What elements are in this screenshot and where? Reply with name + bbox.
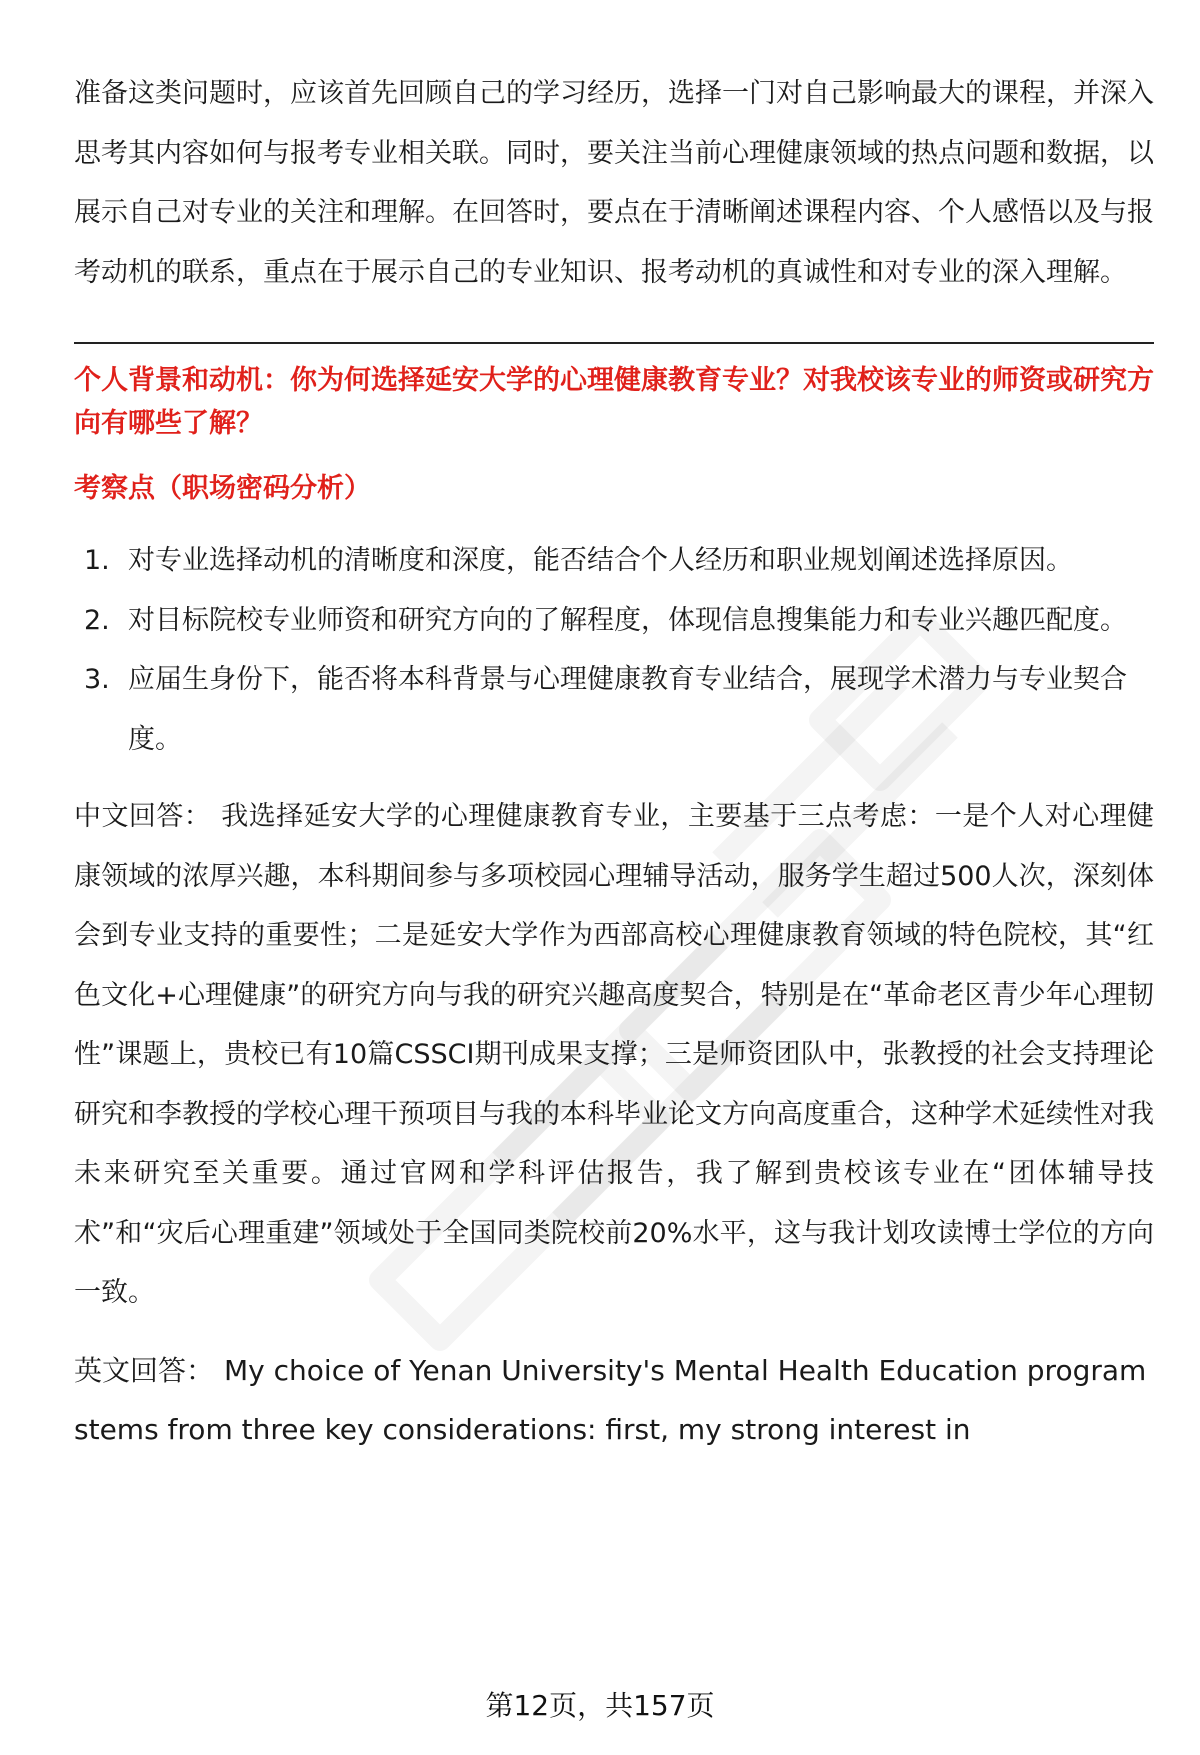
section-divider xyxy=(74,342,1154,344)
list-item-text: 应届生身份下，能否将本科背景与心理健康教育专业结合，展现学术潜力与专业契合度。 xyxy=(128,664,1127,755)
english-answer-text: My choice of Yenan University's Mental Health Education program stems from three key considerations: first, my strong interest in xyxy=(74,1353,1147,1446)
english-answer-label: 英文回答： xyxy=(74,1353,215,1387)
list-item xyxy=(74,531,1154,591)
list-item-number: 2. xyxy=(84,604,110,636)
page-number: 第12页，共157页 xyxy=(485,1689,715,1722)
list-item xyxy=(74,650,1154,769)
document-page xyxy=(74,64,1154,1460)
list-item-text: 对目标院校专业师资和研究方向的了解程度，体现信息搜集能力和专业兴趣匹配度。 xyxy=(128,604,1127,636)
list-item-number: 3. xyxy=(84,664,110,695)
chinese-answer-label: 中文回答： xyxy=(74,801,212,832)
exam-points-list xyxy=(74,531,1154,769)
chinese-answer xyxy=(74,787,1154,1323)
list-item xyxy=(74,591,1154,651)
list-item-number: 1. xyxy=(84,545,110,576)
exam-points-heading: 考察点（职场密码分析） xyxy=(74,473,371,504)
english-answer xyxy=(74,1341,1154,1460)
chinese-answer-text: 我选择延安大学的心理健康教育专业，主要基于三点考虑：一是个人对心理健康领域的浓厚兴趣，本科期间参与多项校园心理辅导活动，服务学生超过500人次，深刻体会到专业支持的重要性；二是延安大学作为西部高校心理健康教育领域的特色院校，其“红色文化+心理健康”的研究方向与我的研究兴趣高度契合，特别是在“革命老区青少年心理韧性”课题上，贵校已有10篇CSSCI期刊成果支撑；三是师资团队中，张教授的社会支持理论研究和李教授的学校心理干预项目与我的本科毕业论文方向高度重合，这种学术延续性对我未来研究至关重要。通过官网和学科评估报告，我了解到贵校该专业在“团体辅导技术”和“灾后心理重建”领域处于全国同类院校前20%水平，这与我计划攻读博士学位的方向一致。 xyxy=(74,801,1155,1308)
interview-question: 个人背景和动机：你为何选择延安大学的心理健康教育专业？对我校该专业的师资或研究方向有哪些了解？ xyxy=(74,365,1154,439)
list-item-text: 对专业选择动机的清晰度和深度，能否结合个人经历和职业规划阐述选择原因。 xyxy=(128,545,1073,576)
intro-paragraph: 准备这类问题时，应该首先回顾自己的学习经历，选择一门对自己影响最大的课程，并深入思考其内容如何与报考专业相关联。同时，要关注当前心理健康领域的热点问题和数据，以展示自己对专业的关注和理解。在回答时，要点在于清晰阐述课程内容、个人感悟以及与报考动机的联系，重点在于展示自己的专业知识、报考动机的真诚性和对专业的深入理解。 xyxy=(74,78,1154,288)
